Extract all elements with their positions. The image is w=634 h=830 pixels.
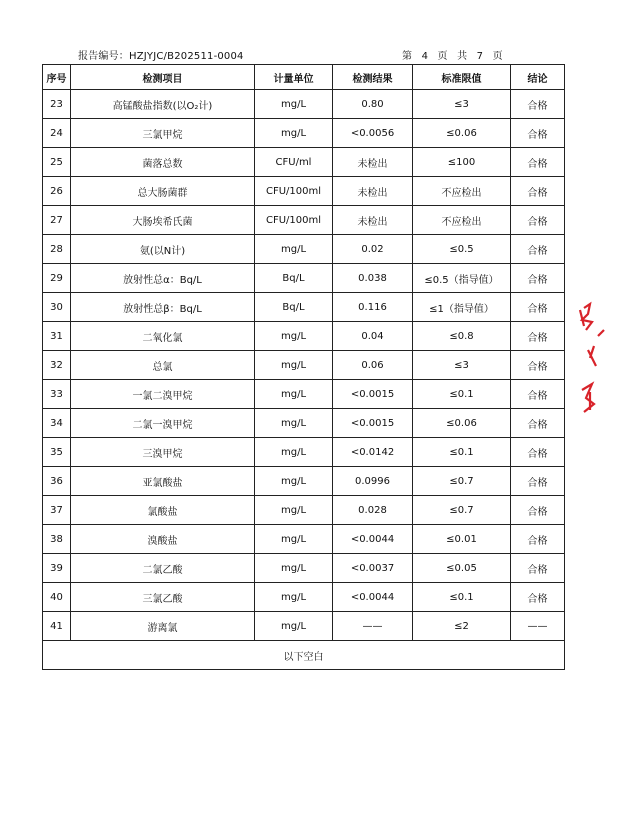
cell-item: 三氯甲烷 <box>71 119 255 148</box>
table-header-row <box>43 65 565 90</box>
cell-conclusion: 合格 <box>511 206 565 235</box>
cell-limit: ≤0.06 <box>413 119 511 148</box>
cell-limit: ≤0.7 <box>413 496 511 525</box>
cell-item: 游离氯 <box>71 612 255 641</box>
cell-unit: CFU/100ml <box>255 206 333 235</box>
cell-limit: ≤1（指导值） <box>413 293 511 322</box>
cell-unit: mg/L <box>255 554 333 583</box>
table-row <box>43 293 565 322</box>
cell-seq: 29 <box>43 264 71 293</box>
cell-conclusion: 合格 <box>511 438 565 467</box>
blank-note: 以下空白 <box>43 641 565 670</box>
cell-seq: 39 <box>43 554 71 583</box>
cell-conclusion: 合格 <box>511 322 565 351</box>
table-row <box>43 496 565 525</box>
cell-result: <0.0044 <box>333 525 413 554</box>
cell-conclusion: 合格 <box>511 467 565 496</box>
cell-limit: 不应检出 <box>413 177 511 206</box>
cell-seq: 24 <box>43 119 71 148</box>
cell-unit: mg/L <box>255 119 333 148</box>
cell-item: 一氯二溴甲烷 <box>71 380 255 409</box>
table-row <box>43 583 565 612</box>
table-row <box>43 612 565 641</box>
cell-item: 氨(以N计) <box>71 235 255 264</box>
cell-conclusion: 合格 <box>511 293 565 322</box>
cell-result: 0.04 <box>333 322 413 351</box>
cell-limit: ≤3 <box>413 351 511 380</box>
cell-conclusion: 合格 <box>511 554 565 583</box>
cell-result: 0.02 <box>333 235 413 264</box>
cell-item: 总大肠菌群 <box>71 177 255 206</box>
cell-conclusion: 合格 <box>511 90 565 119</box>
cell-conclusion: —— <box>511 612 565 641</box>
cell-result: 未检出 <box>333 148 413 177</box>
col-header-conclusion: 结论 <box>511 65 565 90</box>
cell-result: 0.0996 <box>333 467 413 496</box>
cell-unit: mg/L <box>255 583 333 612</box>
table-row <box>43 351 565 380</box>
cell-seq: 35 <box>43 438 71 467</box>
cell-limit: ≤0.01 <box>413 525 511 554</box>
cell-limit: 不应检出 <box>413 206 511 235</box>
cell-unit: mg/L <box>255 525 333 554</box>
cell-unit: mg/L <box>255 351 333 380</box>
cell-limit: ≤0.5 <box>413 235 511 264</box>
cell-limit: ≤0.8 <box>413 322 511 351</box>
cell-seq: 36 <box>43 467 71 496</box>
cell-result: <0.0142 <box>333 438 413 467</box>
cell-seq: 26 <box>43 177 71 206</box>
table-row <box>43 177 565 206</box>
cell-result: <0.0015 <box>333 409 413 438</box>
table-row <box>43 90 565 119</box>
cell-seq: 31 <box>43 322 71 351</box>
cell-limit: ≤3 <box>413 90 511 119</box>
table-row <box>43 235 565 264</box>
table-row <box>43 206 565 235</box>
results-table <box>42 64 565 670</box>
cell-item: 菌落总数 <box>71 148 255 177</box>
cell-limit: ≤0.06 <box>413 409 511 438</box>
cell-unit: mg/L <box>255 235 333 264</box>
cell-limit: ≤0.1 <box>413 380 511 409</box>
col-header-limit: 标准限值 <box>413 65 511 90</box>
cell-item: 放射性总β：Bq/L <box>71 293 255 322</box>
cell-unit: mg/L <box>255 496 333 525</box>
cell-conclusion: 合格 <box>511 148 565 177</box>
table-row <box>43 322 565 351</box>
cell-result: 未检出 <box>333 206 413 235</box>
col-header-seq: 序号 <box>43 65 71 90</box>
cell-seq: 23 <box>43 90 71 119</box>
table-row <box>43 438 565 467</box>
cell-seq: 40 <box>43 583 71 612</box>
cell-seq: 27 <box>43 206 71 235</box>
cell-item: 大肠埃希氏菌 <box>71 206 255 235</box>
cell-limit: ≤100 <box>413 148 511 177</box>
cell-unit: CFU/100ml <box>255 177 333 206</box>
col-header-result: 检测结果 <box>333 65 413 90</box>
cell-item: 溴酸盐 <box>71 525 255 554</box>
cell-result: —— <box>333 612 413 641</box>
cell-seq: 28 <box>43 235 71 264</box>
cell-limit: ≤0.5（指导值） <box>413 264 511 293</box>
cell-unit: mg/L <box>255 322 333 351</box>
cell-conclusion: 合格 <box>511 351 565 380</box>
cell-result: <0.0056 <box>333 119 413 148</box>
cell-unit: mg/L <box>255 409 333 438</box>
cell-seq: 32 <box>43 351 71 380</box>
cell-conclusion: 合格 <box>511 119 565 148</box>
cell-seq: 34 <box>43 409 71 438</box>
blank-note-row <box>43 641 565 670</box>
cell-seq: 25 <box>43 148 71 177</box>
cell-result: 0.116 <box>333 293 413 322</box>
cell-item: 放射性总α：Bq/L <box>71 264 255 293</box>
cell-limit: ≤0.1 <box>413 438 511 467</box>
cell-item: 三溴甲烷 <box>71 438 255 467</box>
cell-unit: mg/L <box>255 90 333 119</box>
cell-conclusion: 合格 <box>511 380 565 409</box>
cell-item: 二氯一溴甲烷 <box>71 409 255 438</box>
col-header-item: 检测项目 <box>71 65 255 90</box>
table-row <box>43 380 565 409</box>
cell-conclusion: 合格 <box>511 409 565 438</box>
cell-seq: 41 <box>43 612 71 641</box>
page-info: 第 4 页 共 7 页 <box>402 51 503 62</box>
cell-seq: 30 <box>43 293 71 322</box>
cell-result: 0.06 <box>333 351 413 380</box>
cell-seq: 38 <box>43 525 71 554</box>
table-row <box>43 525 565 554</box>
cell-limit: ≤0.7 <box>413 467 511 496</box>
cell-unit: Bq/L <box>255 264 333 293</box>
cell-item: 二氯乙酸 <box>71 554 255 583</box>
cell-unit: CFU/ml <box>255 148 333 177</box>
red-seal-stamp <box>576 300 634 420</box>
table-row <box>43 148 565 177</box>
cell-item: 氯酸盐 <box>71 496 255 525</box>
cell-item: 三氯乙酸 <box>71 583 255 612</box>
cell-item: 二氧化氯 <box>71 322 255 351</box>
cell-unit: Bq/L <box>255 293 333 322</box>
cell-result: 0.028 <box>333 496 413 525</box>
cell-item: 高锰酸盐指数(以O₂计) <box>71 90 255 119</box>
cell-item: 总氯 <box>71 351 255 380</box>
table-row <box>43 409 565 438</box>
report-number: 报告编号：HZJYJC/B202511-0004 <box>78 51 244 62</box>
col-header-unit: 计量单位 <box>255 65 333 90</box>
cell-seq: 33 <box>43 380 71 409</box>
cell-result: 0.038 <box>333 264 413 293</box>
cell-result: 未检出 <box>333 177 413 206</box>
cell-conclusion: 合格 <box>511 235 565 264</box>
cell-conclusion: 合格 <box>511 264 565 293</box>
cell-conclusion: 合格 <box>511 525 565 554</box>
table-row <box>43 264 565 293</box>
table-row <box>43 467 565 496</box>
table-row <box>43 554 565 583</box>
cell-unit: mg/L <box>255 467 333 496</box>
cell-result: <0.0015 <box>333 380 413 409</box>
cell-unit: mg/L <box>255 380 333 409</box>
cell-result: <0.0044 <box>333 583 413 612</box>
table-row <box>43 119 565 148</box>
cell-limit: ≤2 <box>413 612 511 641</box>
cell-conclusion: 合格 <box>511 177 565 206</box>
cell-seq: 37 <box>43 496 71 525</box>
cell-unit: mg/L <box>255 438 333 467</box>
cell-result: <0.0037 <box>333 554 413 583</box>
cell-item: 亚氯酸盐 <box>71 467 255 496</box>
cell-conclusion: 合格 <box>511 583 565 612</box>
cell-conclusion: 合格 <box>511 496 565 525</box>
cell-limit: ≤0.1 <box>413 583 511 612</box>
cell-limit: ≤0.05 <box>413 554 511 583</box>
cell-result: 0.80 <box>333 90 413 119</box>
cell-unit: mg/L <box>255 612 333 641</box>
